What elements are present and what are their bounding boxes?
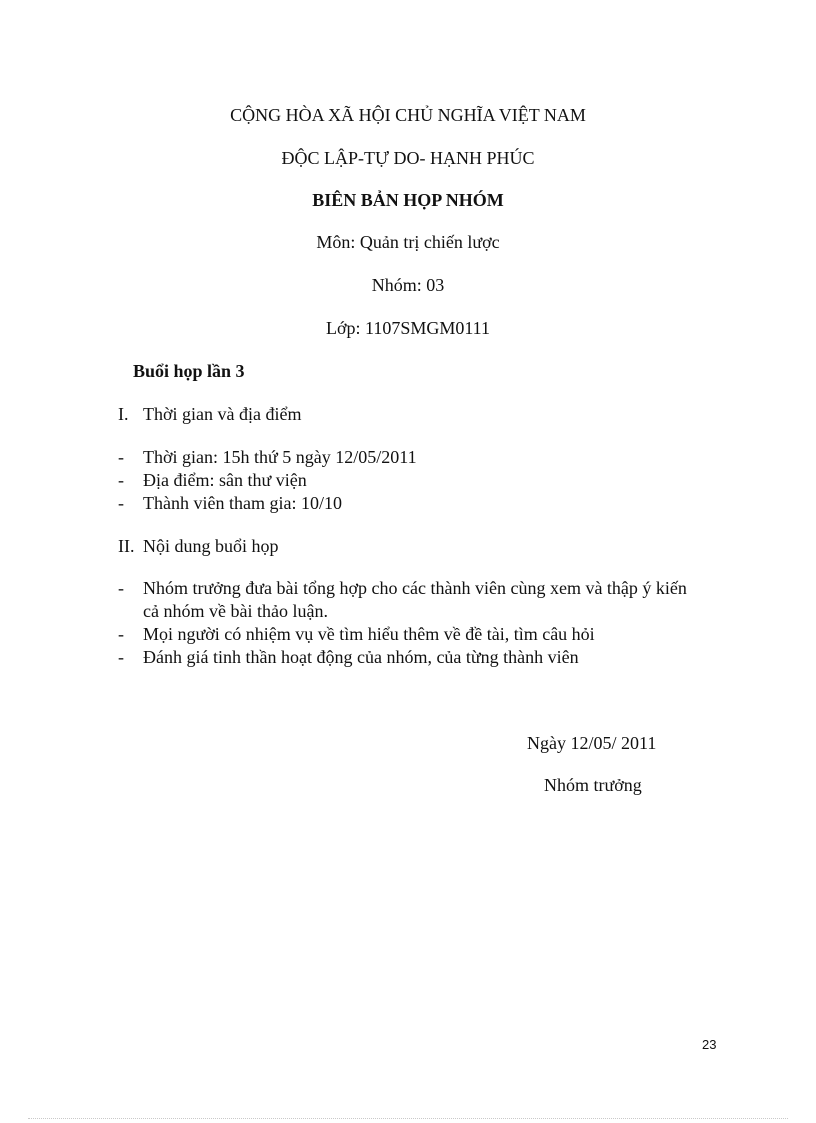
list-item-text: Thành viên tham gia: 10/10: [143, 493, 342, 513]
section-2-number: II.: [118, 536, 135, 556]
class-line: Lớp: 1107SMGM0111: [325, 318, 491, 338]
bullet-marker: -: [118, 647, 124, 667]
signature-date: Ngày 12/05/ 2011: [527, 733, 657, 753]
group-line: Nhóm: 03: [371, 275, 445, 295]
section-1-heading: Thời gian và địa điểm: [143, 404, 302, 424]
list-item-text: Nhóm trưởng đưa bài tổng hợp cho các thành viên cùng xem và thập ý kiến: [143, 578, 687, 598]
list-item-text: Mọi người có nhiệm vụ về tìm hiểu thêm về đề tài, tìm câu hỏi: [143, 624, 595, 644]
list-item-text: Đánh giá tinh thần hoạt động của nhóm, của từng thành viên: [143, 647, 579, 667]
motto-heading: ĐỘC LẬP-TỰ DO- HẠNH PHÚC: [281, 148, 535, 168]
bullet-marker: -: [118, 493, 124, 513]
subject-line: Môn: Quản trị chiến lược: [316, 232, 500, 252]
document-title: BIÊN BẢN HỌP NHÓM: [312, 190, 504, 210]
list-item-text: Thời gian: 15h thứ 5 ngày 12/05/2011: [143, 447, 417, 467]
bullet-marker: -: [118, 624, 124, 644]
country-heading: CỘNG HÒA XÃ HỘI CHỦ NGHĨA VIỆT NAM: [230, 105, 586, 125]
page-bottom-divider: [28, 1118, 788, 1119]
list-item-text: Địa điểm: sân thư viện: [143, 470, 307, 490]
list-item-text-continued: cả nhóm về bài thảo luận.: [143, 601, 328, 621]
signature-role: Nhóm trưởng: [544, 775, 642, 795]
bullet-marker: -: [118, 447, 124, 467]
section-2-heading: Nội dung buổi họp: [143, 536, 279, 556]
bullet-marker: -: [118, 578, 124, 598]
session-title: Buổi họp lần 3: [133, 361, 245, 381]
page-number: 23: [702, 1037, 717, 1052]
bullet-marker: -: [118, 470, 124, 490]
section-1-number: I.: [118, 404, 129, 424]
